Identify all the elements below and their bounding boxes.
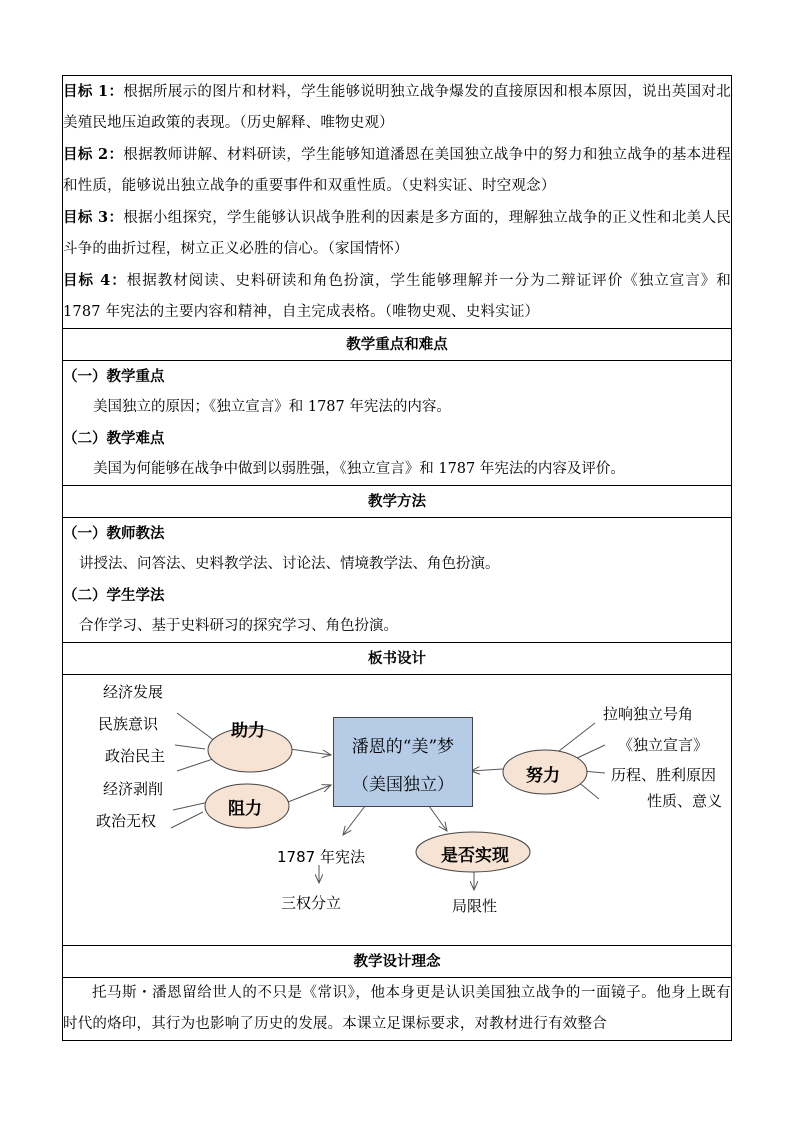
- board-diagram: [63, 675, 731, 945]
- resist-item: 经济剥削: [103, 780, 164, 798]
- arrow-line: [288, 785, 331, 802]
- resist-item: 政治无权: [96, 812, 157, 830]
- goal-label: 目标 3：: [63, 209, 124, 226]
- limitation-label: 局限性: [452, 897, 498, 915]
- focus-section: [63, 361, 732, 486]
- goals-cell: [63, 76, 732, 329]
- key-points-text: 美国独立的原因；《独立宣言》和 1787 年宪法的内容。: [93, 399, 451, 415]
- board-header: 板书设计: [63, 643, 732, 675]
- methods-section: [63, 518, 732, 643]
- arrow-line: [471, 769, 503, 771]
- board-design-cell: [63, 675, 732, 946]
- effort-label: 努力: [526, 766, 560, 786]
- goal-label: 目标 2：: [63, 146, 124, 163]
- arrow-line: [290, 749, 331, 755]
- connector-line: [173, 802, 209, 810]
- teacher-methods-text: 讲授法、问答法、史料教学法、讨论法、情境教学法、角色扮演。: [79, 556, 500, 572]
- arrow-line: [429, 806, 447, 831]
- teacher-methods-label: （一）教师教法: [63, 525, 165, 542]
- help-label: 助力: [231, 721, 265, 741]
- connector-line: [171, 812, 203, 828]
- help-item: 民族意识: [98, 715, 159, 733]
- key-points-label: （一）教学重点: [63, 368, 165, 385]
- goal-1: [63, 76, 731, 139]
- arrow-line: [343, 806, 365, 835]
- goal-text: 根据教师讲解、材料研读，学生能够知道潘恩在美国独立战争中的努力和独立战争的基本进程和性质，能够说出独立战争的重要事件和双重性质。（史料实证、时空观念）: [63, 147, 731, 194]
- help-item: 经济发展: [103, 683, 164, 701]
- effort-item: 性质、意义: [647, 792, 723, 810]
- rationale-text: 托马斯・潘恩留给世人的不只是《常识》，他本身更是认识美国独立战争的一面镜子。他身上既有时代的烙印，其行为也影响了历史的发展。本课立足课标要求，对教材进行有效整合: [63, 978, 732, 1041]
- focus-header: 教学重点和难点: [63, 329, 732, 361]
- methods-header: 教学方法: [63, 486, 732, 518]
- center-box: [333, 717, 473, 807]
- rationale-header: 教学设计理念: [63, 946, 732, 978]
- connector-line: [175, 745, 205, 749]
- separation-label: 三权分立: [281, 894, 342, 912]
- student-methods-label: （二）学生学法: [63, 587, 165, 604]
- difficulties-text: 美国为何能够在战争中做到以弱胜强，《独立宣言》和 1787 年宪法的内容及评价。: [93, 461, 625, 477]
- effort-item: 历程、胜利原因: [611, 766, 717, 784]
- connector-line: [575, 745, 605, 759]
- connector-line: [559, 723, 595, 751]
- realized-label: 是否实现: [441, 846, 509, 866]
- goal-text: 根据教材阅读、史料研读和角色扮演，学生能够理解并一分为二辩证评价《独立宣言》和 1787 年宪法的主要内容和精神，自主完成表格。（唯物史观、史料实证）: [63, 273, 732, 320]
- goal-text: 根据所展示的图片和材料，学生能够说明独立战争爆发的直接原因和根本原因，说出英国对北美殖民地压迫政策的表现。（历史解释、唯物史观）: [63, 84, 731, 131]
- center-title: 潘恩的“美”梦: [351, 737, 455, 757]
- goal-label: 目标 1：: [63, 83, 124, 100]
- resist-label: 阻力: [228, 799, 262, 819]
- goal-3: [63, 202, 731, 265]
- connector-line: [177, 759, 213, 771]
- document-page: [62, 75, 732, 1041]
- difficulties-label: （二）教学难点: [63, 430, 165, 447]
- lesson-plan-table: [62, 75, 732, 1041]
- goal-2: [63, 139, 731, 202]
- constitution-label: 1787 年宪法: [277, 848, 365, 866]
- center-subtitle: （美国独立）: [352, 775, 454, 795]
- goal-4: [63, 265, 731, 328]
- effort-item: 《独立宣言》: [618, 736, 709, 754]
- connector-line: [177, 713, 215, 741]
- goal-text: 根据小组探究，学生能够认识战争胜利的因素是多方面的，理解独立战争的正义性和北美人民斗争的曲折过程，树立正义必胜的信心。（家国情怀）: [63, 210, 731, 257]
- student-methods-text: 合作学习、基于史料研习的探究学习、角色扮演。: [79, 618, 398, 634]
- goal-label: 目标 4：: [63, 272, 127, 289]
- effort-item: 拉响独立号角: [603, 705, 694, 723]
- help-item: 政治民主: [105, 747, 166, 765]
